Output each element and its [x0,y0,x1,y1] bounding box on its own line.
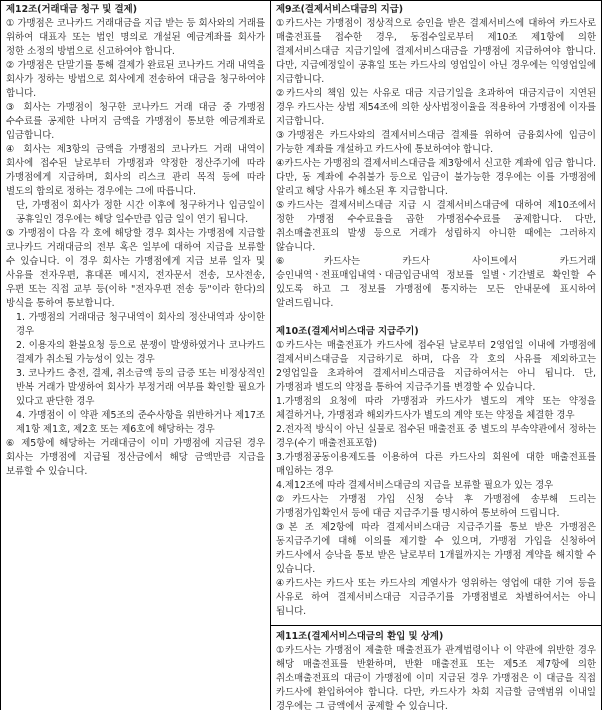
article-9-paragraph-3: ③가맹점은 카드사와의 결제서비스대금 결제를 위하여 금융회사에 입금이 가능한 계좌를 개설하고 카드사에 통보하여야 합니다. [276,130,596,155]
article-12-item-3: 3. 코나카드 충전, 결제, 취소금액 등의 급증 또는 비정상적인 반복 거래가 발생하여 회사가 부정거래 여부를 확인할 필요가 있다고 판단한 경우 [16,368,265,407]
article-10-paragraph-4: ④카드사는 카드사 또는 카드사의 계열사가 영위하는 영업에 대한 기여 등을 사유로 하여 결제서비스대금 지급주기를 가맹점별로 차별하여서는 아니 됩니다. [276,578,596,617]
article-10-item-4: 4.제12조에 따라 결제서비스대금의 지급을 보류할 필요가 있는 경우 [276,480,554,491]
article-10-paragraph-2: ②카드사는 가맹점 가입 신청 승낙 후 가맹점에 송부해 드리는 가맹점가입확인서 등에 대금 지급주기를 명시하여 통보하여 드립니다. [276,494,596,519]
article-12-paragraph-5: ⑤ 가맹점이 다음 각 호에 해당할 경우 회사는 가맹점에 지급할 코나카드 거래대금의 전부 혹은 일부에 대하여 지급을 보류할 수 있습니다. 이 경우 회사는 가맹점에게 지급 보류 일자 및 사유를 전자우편, 휴대폰 메시지, 전자문서 전송, 모사전송, 우편 또는 직접 교부 등(이하 "전자우편 전송 등"이라 한다)의 방식을 통하여 통보합니다. [6,228,265,309]
left-column [1,1,271,710]
article-9-paragraph-5: ⑤카드사는 결제서비스대금 지급 시 결제서비스대금에 대하여 제10조에서 정한 가맹점 수수료율을 곱한 가맹점수수료를 공제합니다. 다만, 취소매출전표의 발생 등으로 거래가 성립하지 아니한 때에는 그러하지 않습니다. [276,200,596,253]
article-12-paragraph-4-note: 단, 가맹점이 회사가 정한 시간 이후에 청구하거나 입금일이 공휴일인 경우에는 해당 일수만큼 입금 일이 연기 됩니다. [16,200,265,225]
article-12-item-4: 4. 가맹점이 이 약관 제5조의 준수사항을 위반하거나 제17조 제1항 제1호, 제2호 또는 제6호에 해당하는 경우 [16,410,265,435]
article-12-paragraph-3: ③ 회사는 가맹점이 청구한 코나카드 거래 대금 중 가맹점 수수료를 공제한 나머지 금액을 가맹점이 통보한 예금계좌로 입금합니다. [6,102,265,141]
article-9-paragraph-1: ①카드사는 가맹점이 정상적으로 승인을 받은 결제서비스에 대하여 카드사로 매출전표를 접수한 경우, 동접수일로부터 제10조 제1항에 의한 결제서비스대금 지급기일에 결제서비스대금을 가맹점에 지급하여야 합니다. 다만, 지급예정일이 공휴일 또는 카드사의 영업일이 아닌 경우에는 익영업일에 지급합니다. [276,18,596,85]
article-9-paragraph-6: ⑥카드사는 카드사 사이트에서 카드거래 승인내역ㆍ전표매입내역ㆍ대금입금내역 정보를 일별ㆍ기간별로 확인할 수 있도록 하고 그 정보를 가맹점에 통지하는 모든 안내문에 표시하여 알려드립니다. [276,256,596,309]
article-9-paragraph-4: ④카드사는 가맹점의 결제서비스대금을 제3항에서 신고한 계좌에 입금 합니다. 다만, 동 계좌에 수취불가 등으로 입금이 불가능한 경우에는 이를 가맹점에 알리고 해당 사유가 해소된 후 지급합니다. [276,158,596,197]
article-12-paragraph-2: ② 가맹점은 단말기를 통해 결제가 완료된 코나카드 거래 내역을 회사가 정하는 방법으로 회사에게 전송하여 대금을 청구하여야 합니다. [6,60,265,99]
article-11-title: 제11조(결제서비스대금의 환입 및 상계) [276,631,444,642]
section-spacer [276,311,596,325]
article-9-title: 제9조(결제서비스대금의 지급) [276,4,404,15]
article-10-item-1: 1.가맹점의 요청에 따라 가맹점과 카드사가 별도의 계약 또는 약정을 체결하거나, 가맹점과 해외카드사가 별도의 계약 또는 약정을 체결한 경우 [276,396,596,421]
article-10-item-2: 2.전자적 방식이 아닌 실물로 접수된 매출전표 중 별도의 부속약관에서 정하는 경우(수기 매출전표포함) [276,424,596,449]
article-9-paragraph-2: ②카드사의 책임 있는 사유로 대금 지급기일을 초과하여 대금지급이 지연된 경우 카드사는 상법 제54조에 의한 상사법정이율을 적용하여 가맹점에 이자를 지급합니다. [276,88,596,127]
article-10-paragraph-1: ①카드사는 매출전표가 카드사에 접수된 날로부터 2영업일 이내에 가맹점에 결제서비스대금을 지급하기로 하며, 다음 각 호의 사유를 제외하고는 2영업일을 초과하여 결제서비스대금을 지급하여서는 아니 됩니다. 단, 가맹점과 별도의 약정을 통하여 지급주기를 변경할 수 있습니다. [276,340,596,393]
right-column [271,1,601,710]
article-12-item-2: 2. 이용자의 환불요청 등으로 분쟁이 발생하였거나 코나카드 결제가 취소될 가능성이 있는 경우 [16,340,265,365]
article-12-paragraph-6: ⑥ 제5항에 해당하는 거래대금이 이미 가맹점에 지급된 경우 회사는 가맹점에 지급될 정산금에서 해당 금액만큼 지급을 보류할 수 있습니다. [6,438,265,477]
article-12-item-1: 1. 가맹점의 거래대금 청구내역이 회사의 정산내역과 상이한 경우 [16,312,265,337]
article-10-title: 제10조(결제서비스대금 지급주기) [276,326,419,337]
section-divider [271,625,601,626]
article-12-title: 제12조(거래대금 청구 및 결제) [6,4,138,15]
article-12-paragraph-4: ④ 회사는 제3항의 금액을 가맹점의 코나카드 거래 내역이 회사에 접수된 날로부터 가맹점과 약정한 정산주기에 따라 가맹점에게 지급하며, 회사의 리스크 관리 목적 등에 따라 별도의 합의로 정하는 경우에는 그에 따릅니다. [6,144,265,197]
article-10-paragraph-3: ③본 조 제2항에 따라 결제서비스대금 지급주기를 통보 받은 가맹점은 동지급주기에 대해 이의를 제기할 수 있으며, 가맹점 가입을 신청하여 카드사에서 승낙을 통보 받은 날로부터 1개월까지는 가맹점 계약을 해지할 수 있습니다. [276,522,596,575]
article-11-paragraph-1: ①카드사는 가맹점이 제출한 매출전표가 관계법령이나 이 약관에 위반한 경우 해당 매출전표를 반환하며, 반환 매출전표 또는 제5조 제7항에 의한 취소매출전표의 대금이 가맹점에 이미 지급된 경우 가맹점은 이 대금을 직접 카드사에 환입하여야 합니다. 다만, 카드사가 차회 지급할 금액범위 이내일 경우에는 그 금액에서 공제할 수 있습니다. [276,645,596,710]
article-12-paragraph-1: ① 가맹점은 코나카드 거래대금을 지급 받는 등 회사와의 거래를 위하여 대표자 또는 법인 명의로 개설된 예금계좌를 회사가 정한 소정의 방법으로 신고하여야 합니다. [6,18,265,57]
article-10-item-3: 3.가맹점공동이용제도를 이용하여 다른 카드사의 회원에 대한 매출전표를 매입하는 경우 [276,452,596,477]
